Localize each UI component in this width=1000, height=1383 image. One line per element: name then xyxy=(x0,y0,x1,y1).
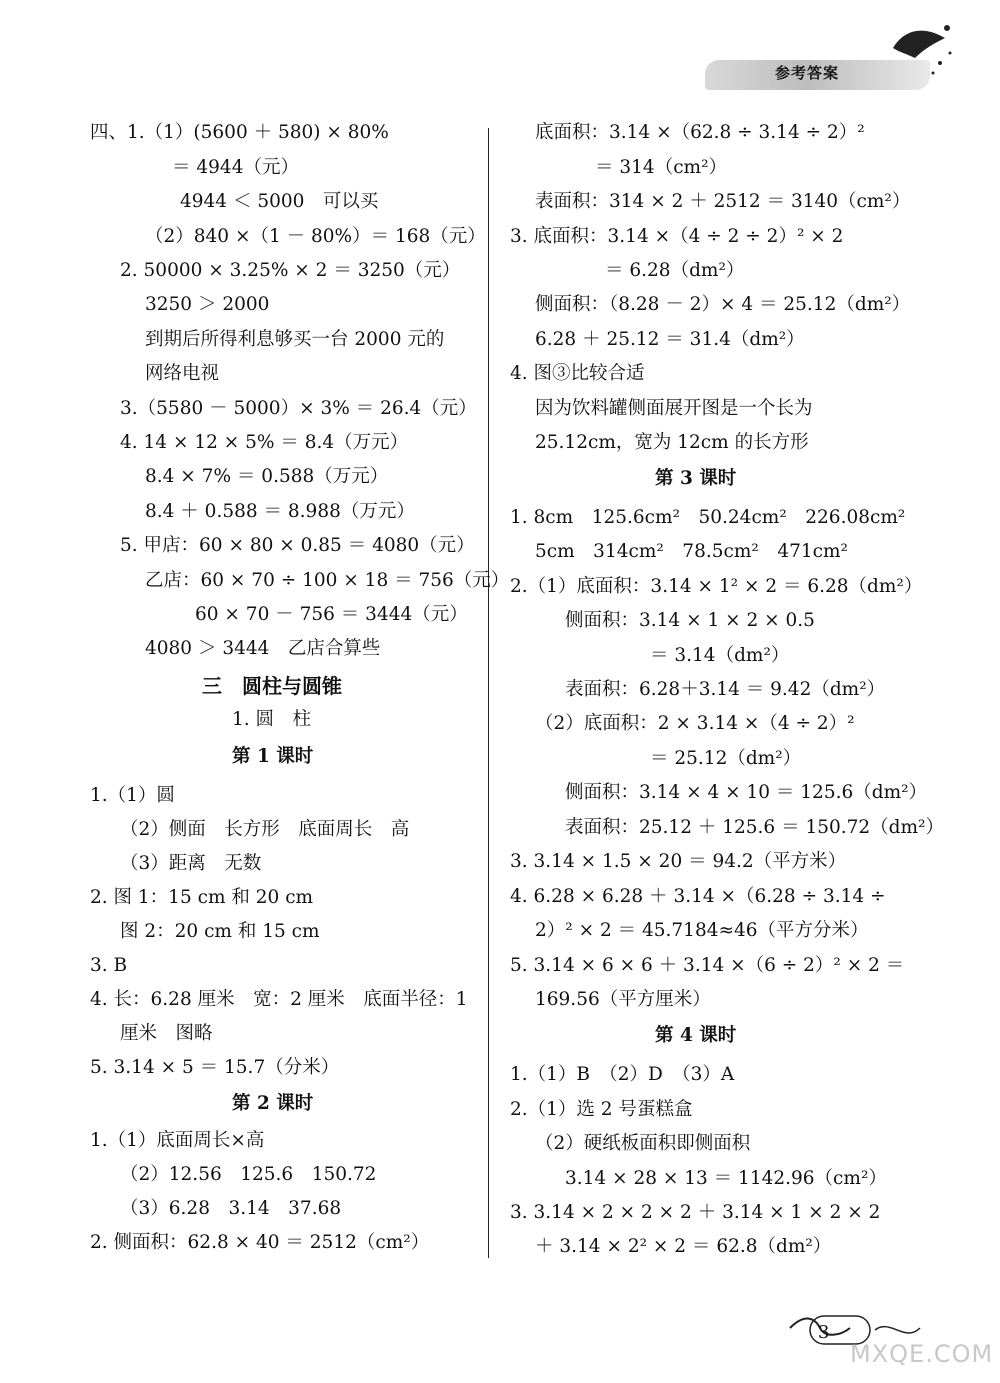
answer-line: 乙店：60 × 70 ÷ 100 × 18 ＝ 756（元） xyxy=(145,570,510,591)
answer-line: 到期后所得利息够买一台 2000 元的 xyxy=(145,329,445,350)
watermark: MXQE.COM xyxy=(850,1340,994,1368)
lesson-heading: 第 3 课时 xyxy=(655,468,737,489)
answer-line: ＝ 3.14（dm²） xyxy=(650,645,790,666)
answer-line: 3250 ＞ 2000 xyxy=(145,294,270,315)
answer-line: 1.（1）B （2）D （3）A xyxy=(510,1064,735,1085)
page-number: 3 xyxy=(818,1322,830,1343)
answer-line: （2）12.56 125.6 150.72 xyxy=(120,1164,377,1185)
answer-line: 60 × 70 － 756 ＝ 3444（元） xyxy=(195,604,468,625)
answer-line: 侧面积：（8.28 － 2）× 4 ＝ 25.12（dm²） xyxy=(535,294,911,315)
answer-line: 8.4 × 7% ＝ 0.588（万元） xyxy=(145,466,389,487)
answer-line: 2）² × 2 ＝ 45.7184≈46（平方分米） xyxy=(535,920,869,941)
column-divider xyxy=(488,128,489,1258)
answer-line: （2）硬纸板面积即侧面积 xyxy=(535,1133,751,1154)
answer-line: 2.（1）选 2 号蛋糕盒 xyxy=(510,1099,693,1120)
answer-line: 5. 甲店：60 × 80 × 0.85 ＝ 4080（元） xyxy=(120,535,475,556)
answer-line: 四、1.（1）(5600 ＋ 580) × 80% xyxy=(90,122,389,143)
answer-line: ＋ 3.14 × 2² × 2 ＝ 62.8（dm²） xyxy=(535,1236,832,1257)
answer-line: 4. 长：6.28 厘米 宽：2 厘米 底面半径：1 xyxy=(90,989,468,1010)
ink-splash-decoration xyxy=(885,18,955,88)
answer-line: （3）6.28 3.14 37.68 xyxy=(120,1198,342,1219)
answer-line: （2）840 ×（1 － 80%）＝ 168（元） xyxy=(145,226,486,247)
answer-line: 2. 图 1：15 cm 和 20 cm xyxy=(90,887,314,908)
answer-line: 2. 50000 × 3.25% × 2 ＝ 3250（元） xyxy=(120,260,461,281)
answer-line: 5. 3.14 × 5 ＝ 15.7（分米） xyxy=(90,1057,340,1078)
answer-line: 底面积：3.14 ×（62.8 ÷ 3.14 ÷ 2）² xyxy=(535,122,865,143)
answer-line: ＝ 6.28（dm²） xyxy=(605,260,745,281)
lesson-heading: 第 1 课时 xyxy=(232,746,314,767)
lesson-heading: 第 4 课时 xyxy=(655,1025,737,1046)
answer-line: 4. 图③比较合适 xyxy=(510,363,645,384)
answer-line: 5. 3.14 × 6 × 6 ＋ 3.14 ×（6 ÷ 2）² × 2 ＝ xyxy=(510,955,905,976)
answer-line: 网络电视 xyxy=(145,363,220,384)
answer-line: ＝ 4944（元） xyxy=(172,157,299,178)
answer-line: 2.（1）底面积：3.14 × 1² × 2 ＝ 6.28（dm²） xyxy=(510,576,923,597)
answer-line: 3. 底面积：3.14 ×（4 ÷ 2 ÷ 2）² × 2 xyxy=(510,226,844,247)
answer-line: 6.28 ＋ 25.12 ＝ 31.4（dm²） xyxy=(535,329,805,350)
answer-line: 5cm 314cm² 78.5cm² 471cm² xyxy=(535,541,848,562)
subsection-title: 1. 圆 柱 xyxy=(232,709,312,730)
answer-line: 4944 ＜ 5000 可以买 xyxy=(180,191,379,212)
answer-line: 4. 14 × 12 × 5% ＝ 8.4（万元） xyxy=(120,432,409,453)
answer-line: 169.56（平方厘米） xyxy=(535,989,711,1010)
answer-line: 表面积：25.12 ＋ 125.6 ＝ 150.72（dm²） xyxy=(565,817,944,838)
answer-line: 25.12cm，宽为 12cm 的长方形 xyxy=(535,432,809,453)
answer-line: 2. 侧面积：62.8 × 40 ＝ 2512（cm²） xyxy=(90,1232,430,1253)
answer-line: ＝ 25.12（dm²） xyxy=(650,748,802,769)
answer-line: 表面积：6.28＋3.14 ＝ 9.42（dm²） xyxy=(565,679,886,700)
answer-line: 4080 ＞ 3444 乙店合算些 xyxy=(145,638,381,659)
answer-line: 3. 3.14 × 2 × 2 × 2 ＋ 3.14 × 1 × 2 × 2 xyxy=(510,1202,881,1223)
answer-line: （2）底面积：2 × 3.14 ×（4 ÷ 2）² xyxy=(535,713,855,734)
answer-line: 表面积：314 × 2 ＋ 2512 ＝ 3140（cm²） xyxy=(535,191,911,212)
lesson-heading: 第 2 课时 xyxy=(232,1093,314,1114)
answer-line: 8.4 ＋ 0.588 ＝ 8.988（万元） xyxy=(145,501,415,522)
header-title: 参考答案 xyxy=(775,64,840,82)
answer-line: 4. 6.28 × 6.28 ＋ 3.14 ×（6.28 ÷ 3.14 ÷ xyxy=(510,886,886,907)
answer-line: 3. 3.14 × 1.5 × 20 ＝ 94.2（平方米） xyxy=(510,851,847,872)
answer-line: 1.（1）底面周长×高 xyxy=(90,1130,265,1151)
answer-line: 厘米 图略 xyxy=(120,1023,213,1044)
answer-line: 1.（1）圆 xyxy=(90,785,175,806)
answer-line: 侧面积：3.14 × 1 × 2 × 0.5 xyxy=(565,610,815,631)
answer-line: （3）距离 无数 xyxy=(120,853,262,874)
section-title: 三 圆柱与圆锥 xyxy=(202,674,342,698)
answer-line: 3.14 × 28 × 13 ＝ 1142.96（cm²） xyxy=(565,1168,887,1189)
answer-line: 1. 8cm 125.6cm² 50.24cm² 226.08cm² xyxy=(510,507,906,528)
answer-line: 图 2：20 cm 和 15 cm xyxy=(120,921,320,942)
answer-line: 因为饮料罐侧面展开图是一个长为 xyxy=(535,398,813,419)
answer-line: 3.（5580 － 5000）× 3% ＝ 26.4（元） xyxy=(120,398,477,419)
answer-line: （2）侧面 长方形 底面周长 高 xyxy=(120,819,410,840)
answer-line: 3. B xyxy=(90,955,128,976)
answer-line: ＝ 314（cm²） xyxy=(595,157,728,178)
answer-line: 侧面积：3.14 × 4 × 10 ＝ 125.6（dm²） xyxy=(565,782,928,803)
